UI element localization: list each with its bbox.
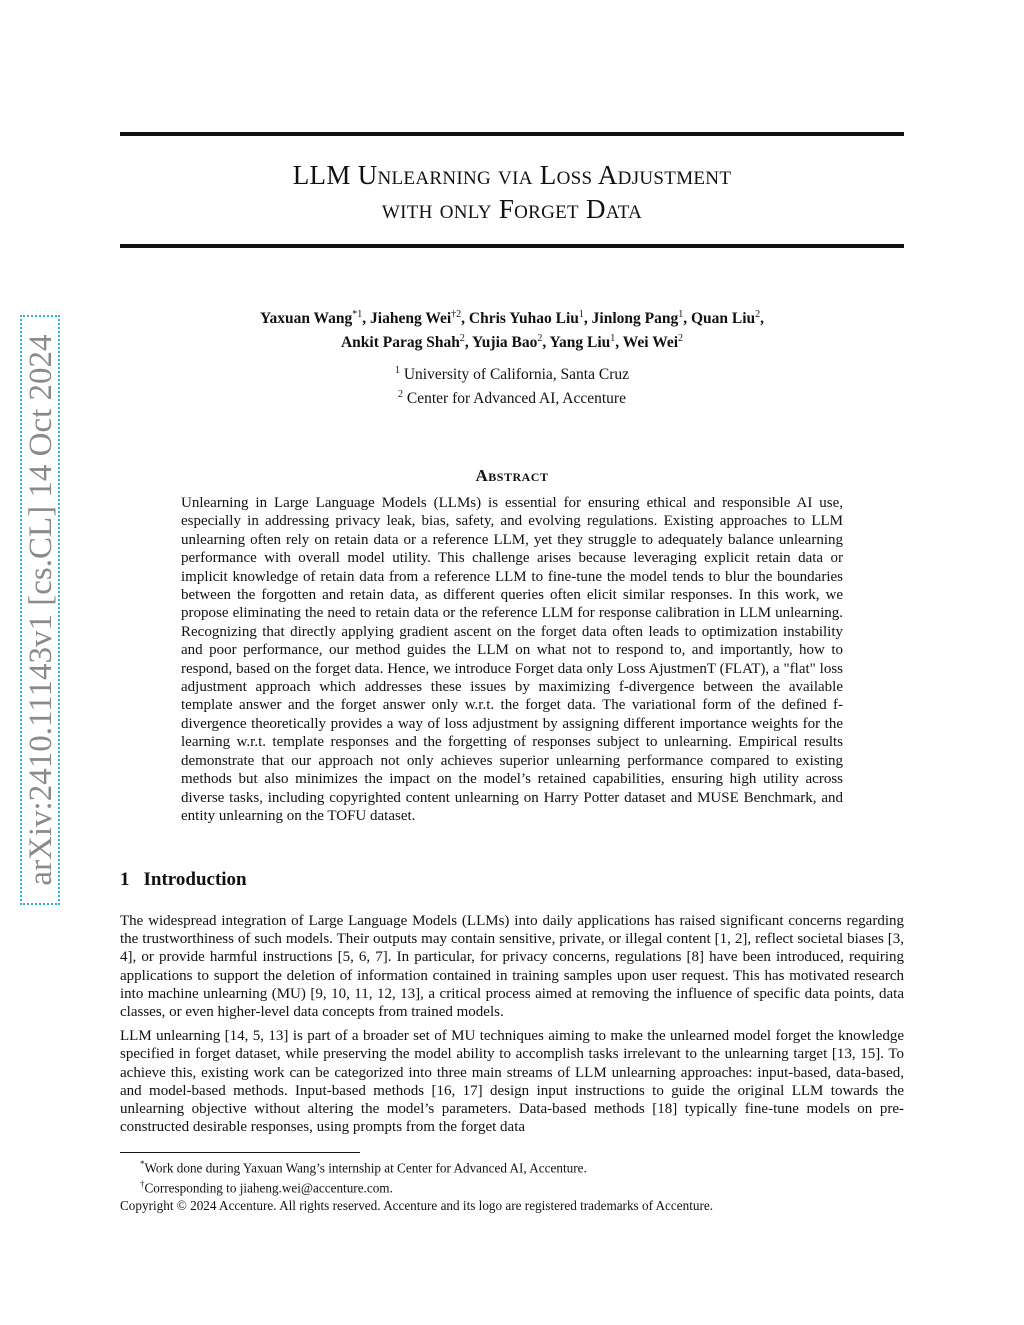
footnote	[120, 1156, 904, 1176]
introduction-body	[120, 912, 904, 1142]
author-marks: 2	[537, 333, 543, 345]
footnote-text: Work done during Yaxuan Wang’s internship at Center for Advanced AI, Accenture.	[144, 1160, 587, 1176]
affiliation-number: 1	[394, 365, 400, 376]
affiliation-list	[260, 361, 764, 409]
author-name: Chris Yuhao Liu	[468, 310, 579, 328]
author-name: Yaxuan Wang	[259, 310, 353, 328]
author-marks: 1	[678, 309, 684, 320]
arxiv-identifier-stamp[interactable]: arXiv:2410.11143v1 [cs.CL] 14 Oct 2024	[20, 315, 60, 905]
title-line-2: with only Forget Data	[381, 194, 643, 224]
footnote-text: Corresponding to jiaheng.wei@accenture.com.	[144, 1180, 393, 1196]
author-marks: 2	[459, 333, 465, 345]
author-marks: 1	[578, 309, 584, 320]
section-title: Introduction	[143, 869, 247, 890]
footnote	[120, 1176, 904, 1196]
intro-paragraph: The widespread integration of Large Language Models (LLMs) into daily applications has raised significant concerns regarding the trustworthiness of such models. Their outputs may contain sensitive, private, or illegal content [1, 2], reflect societal biases [3, 4], or provide harmful instructions [5, 6, 7]. In particular, for privacy concerns, regulations [8] have been introduced, requiring applications to support the deletion of information contained in training samples upon user request. This has motivated research into machine unlearning (MU) [9, 10, 11, 12, 13], a critical process aimed at removing the influence of specific data points, data classes, or even higher-level data concepts from trained models.	[120, 913, 904, 1021]
affiliation-number: 2	[398, 389, 404, 401]
footnotes	[120, 1156, 904, 1214]
author-marks: *1	[352, 309, 363, 320]
footnote-mark: †	[140, 1179, 145, 1190]
author-name: Ankit Parag Shah	[340, 334, 460, 352]
author-marks: 1	[610, 333, 616, 345]
abstract-heading: Abstract	[475, 466, 549, 485]
footnote-rule	[120, 1152, 360, 1153]
author-marks: 2	[755, 309, 761, 320]
footnote-mark: *	[140, 1159, 145, 1169]
paper-title	[120, 158, 904, 226]
section-heading	[120, 869, 247, 891]
author-name: Jinlong Pang	[591, 310, 679, 328]
author-list	[160, 305, 864, 353]
affiliation-item	[260, 385, 764, 409]
author-name: Yang Liu	[549, 334, 611, 352]
author-marks: 2	[678, 333, 684, 345]
author-name: Yujia Bao	[472, 334, 538, 352]
author-line-2: Ankit Parag Shah$^2$, Yujia Bao$^2$, Yang Liu$^1$, Wei Wei$^2$	[340, 333, 684, 352]
author-name: Quan Liu	[690, 310, 756, 328]
author-line-1: Yaxuan Wang$^{*1}$, Jiaheng Wei$^{\dagger 2}$, Chris Yuhao Liu$^1$, Jinlong Pang$^1$, Quan Liu$^2$,	[259, 309, 765, 328]
affiliation-item	[260, 361, 764, 385]
affiliation-name: Center for Advanced AI, Accenture	[406, 390, 626, 408]
author-name: Wei Wei	[622, 334, 679, 352]
title-top-rule	[120, 132, 904, 136]
section-number: 1	[120, 869, 130, 890]
title-line-1: LLM Unlearning via Loss Adjustment	[292, 160, 732, 190]
abstract-text: Unlearning in Large Language Models (LLMs) is essential for ensuring ethical and responsible AI use, especially in addressing privacy leak, bias, safety, and evolving regulations. Existing approaches to LLM unlearning often rely on retain data or a reference LLM, yet they struggle to adequately balance unlearning performance with overall model utility. This challenge arises because leveraging explicit retain data or implicit knowledge of retain data from a reference LLM to fine-tune the model tends to blur the boundaries between the forgotten and retain data, as different queries often elicit similar responses. In this work, we propose eliminating the need to retain data or the reference LLM for response calibration in LLM unlearning. Recognizing that directly applying gradient ascent on the forget data often leads to optimization instability and poor performance, our method guides the LLM on what not to respond to, and importantly, how to respond, based on the forget data. Hence, we introduce Forget data only Loss AjustmenT (FLAT), a "flat" loss adjustment approach which addresses these issues by maximizing f-divergence between the available template answer and the forget answer only w.r.t. the forget data. The variational form of the defined f-divergence theoretically provides a way of loss adjustment by assigning different importance weights for the learning w.r.t. template responses and the forgetting of responses subject to unlearning. Empirical results demonstrate that our approach not only achieves superior unlearning performance compared to existing methods but also minimizes the impact on the model’s retained capabilities, ensuring high utility across diverse tasks, including copyrighted content unlearning on Harry Potter dataset and MUSE Benchmark, and entity unlearning on the TOFU dataset.	[181, 495, 843, 824]
affiliation-name: University of California, Santa Cruz	[403, 366, 629, 384]
author-name: Jiaheng Wei	[370, 310, 452, 328]
author-marks: †2	[451, 309, 462, 320]
intro-paragraph: LLM unlearning [14, 5, 13] is part of a broader set of MU techniques aiming to make the unlearned model forget the knowledge specified in forget dataset, while preserving the model ability to accomplish tasks irrelevant to the unlearning target [13, 15]. To achieve this, existing work can be categorized into three main streams of LLM unlearning approaches: input-based, data-based, and model-based methods. Input-based methods [16, 17] design input instructions to guide the original LLM towards the unlearning objective without altering the model’s parameters. Data-based methods [18] typically fine-tune models on pre-constructed desirable responses, using prompts from the forget data	[120, 1028, 904, 1136]
copyright-notice: Copyright © 2024 Accenture. All rights reserved. Accenture and its logo are registered trademarks of Accenture.	[120, 1197, 714, 1213]
title-bottom-rule	[120, 244, 904, 248]
